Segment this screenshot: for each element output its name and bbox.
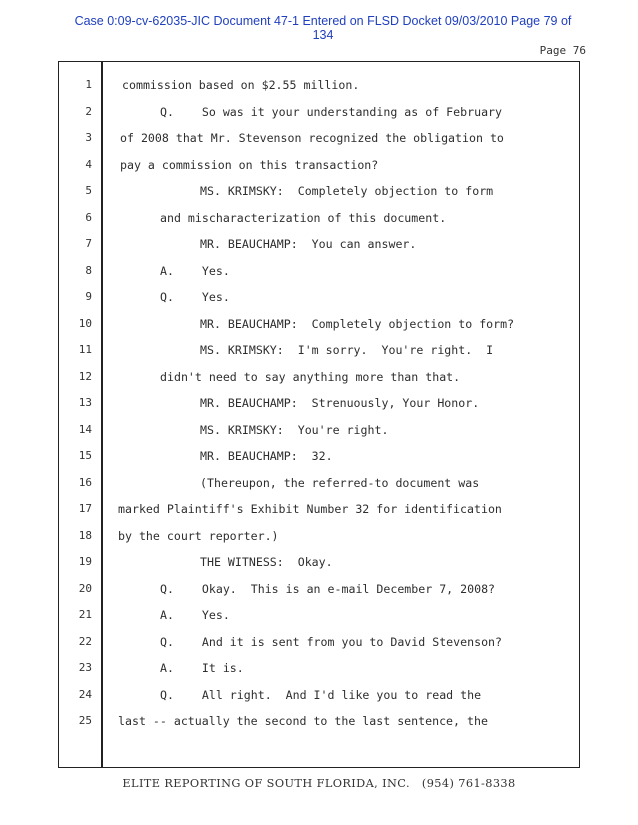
transcript-line — [0, 446, 638, 466]
line-text: of 2008 that Mr. Stevenson recognized the obligation to — [120, 131, 504, 145]
line-text: (Thereupon, the referred-to document was — [200, 475, 480, 490]
transcript-line — [0, 155, 638, 175]
line-number: 10 — [78, 316, 92, 330]
court-filing-header — [58, 14, 588, 42]
line-number: 4 — [85, 157, 92, 171]
line-number: 12 — [78, 369, 92, 383]
line-number: 17 — [78, 502, 92, 515]
line-number: 9 — [85, 290, 92, 303]
line-text: MR. BEAUCHAMP: Completely objection to form? — [200, 316, 515, 331]
transcript-line — [0, 499, 638, 519]
transcript-line — [0, 632, 638, 652]
line-text: MS. KRIMSKY: I'm sorry. You're right. I — [200, 343, 494, 357]
transcript-line — [0, 181, 638, 201]
transcript-line — [0, 685, 638, 705]
transcript-line — [0, 208, 638, 228]
line-number: 20 — [78, 581, 92, 595]
transcript-line — [0, 314, 638, 334]
line-text: commission based on $2.55 million. — [122, 78, 360, 92]
transcript-line — [0, 605, 638, 625]
line-number: 25 — [78, 714, 92, 727]
line-number: 15 — [78, 449, 92, 462]
line-number: 6 — [85, 210, 92, 224]
line-text: Q. Okay. This is an e-mail December 7, 2008? — [160, 581, 496, 596]
transcript-line — [0, 287, 638, 307]
line-number: 8 — [85, 263, 92, 277]
line-number: 5 — [85, 184, 92, 197]
line-number: 13 — [78, 396, 92, 409]
line-text: marked Plaintiff's Exhibit Number 32 for identification — [118, 502, 502, 516]
court-filing-header-line2: 134 — [312, 28, 334, 42]
line-number: 24 — [78, 687, 92, 701]
line-text: Q. All right. And I'd like you to read the — [160, 687, 482, 702]
transcript-line — [0, 579, 638, 599]
transcript-line — [0, 75, 638, 95]
line-number: 22 — [78, 634, 92, 648]
transcript-line — [0, 367, 638, 387]
line-text: MR. BEAUCHAMP: Strenuously, Your Honor. — [200, 396, 480, 410]
transcript-line — [0, 420, 638, 440]
line-number: 21 — [78, 608, 92, 621]
line-text: MR. BEAUCHAMP: 32. — [200, 449, 333, 463]
line-number: 14 — [78, 422, 92, 436]
transcript-line — [0, 340, 638, 360]
transcript-line — [0, 473, 638, 493]
line-text: Q. And it is sent from you to David Stevenson? — [160, 634, 503, 649]
line-number: 1 — [85, 78, 92, 91]
line-text: A. Yes. — [160, 263, 230, 278]
transcript-line — [0, 552, 638, 572]
line-text: A. It is. — [160, 661, 244, 675]
line-text: Q. Yes. — [160, 290, 230, 304]
line-number: 2 — [85, 104, 92, 118]
line-number: 7 — [85, 237, 92, 250]
transcript-line — [0, 128, 638, 148]
line-number: 11 — [78, 343, 92, 356]
line-text: A. Yes. — [160, 608, 230, 622]
transcript-line — [0, 234, 638, 254]
line-number: 16 — [78, 475, 92, 489]
transcript-line — [0, 526, 638, 546]
line-number: 19 — [78, 555, 92, 568]
line-text: MS. KRIMSKY: You're right. — [200, 422, 389, 437]
line-text: THE WITNESS: Okay. — [200, 555, 333, 569]
line-number: 3 — [85, 131, 92, 144]
court-filing-header-line1: Case 0:09-cv-62035-JIC Document 47-1 Entered on FLSD Docket 09/03/2010 Page 79 of — [74, 14, 572, 28]
line-text: last -- actually the second to the last sentence, the — [118, 714, 488, 728]
line-text: by the court reporter.) — [118, 528, 279, 543]
court-reporter-footer: ELITE REPORTING OF SOUTH FLORIDA, INC. (954) 761-8338 — [122, 777, 516, 790]
line-text: pay a commission on this transaction? — [120, 157, 379, 172]
line-text: and mischaracterization of this document. — [160, 210, 447, 225]
transcript-line — [0, 261, 638, 281]
line-text: MS. KRIMSKY: Completely objection to form — [200, 184, 494, 198]
line-number: 18 — [78, 528, 92, 542]
transcript-line — [0, 393, 638, 413]
line-text: Q. So was it your understanding as of February — [160, 104, 503, 119]
transcript-page-number: Page 76 — [539, 44, 586, 57]
transcript-line — [0, 102, 638, 122]
line-number: 23 — [78, 661, 92, 674]
line-text: didn't need to say anything more than that. — [160, 369, 461, 384]
transcript-line — [0, 658, 638, 678]
transcript-line — [0, 711, 638, 731]
line-text: MR. BEAUCHAMP: You can answer. — [200, 237, 417, 251]
